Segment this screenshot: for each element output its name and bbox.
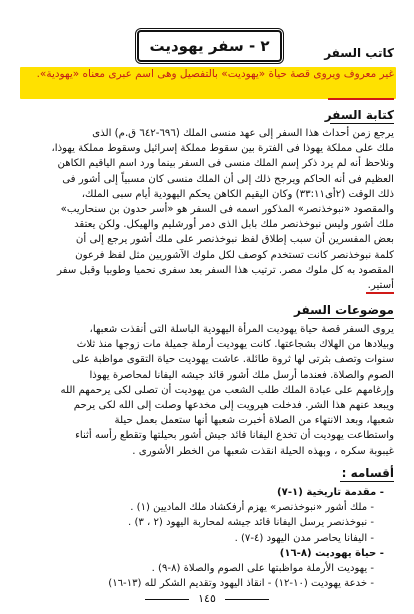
division-section: - مقدمة تاريخية (١-٧) [18, 485, 384, 500]
divisions-heading-underline [340, 481, 394, 482]
topics-line: الصوم والصلاة. فعندما أرسل ملك أشور قائد جيشه اليفانا لمحاصرة يهوذا [89, 369, 394, 381]
division-section: - حياة يهوديت (٨-١٦) [18, 546, 384, 561]
division-item: - اليفانا يحاصر مدن اليهود (٤-٧) . [18, 531, 374, 546]
writing-line: أستير. [367, 280, 394, 292]
topics-line: وإرغامهم على عبادة الملك طلب الشعب من يهوديت أن تصلى لكى يرحمهم الله [60, 384, 394, 396]
writing-line: بعض المفسرين أن سبب إطلاق لفظ نبوخذنصر على ملك أشور يرجع إلى أن [75, 234, 394, 246]
divisions-list [18, 485, 394, 591]
red-underline-2 [366, 292, 394, 294]
topics-line: ويبعد عنهم هذا الشر. فدخلت هيرويت إلى مخدعها وصلت إلى الله لكى يرحم [73, 400, 394, 412]
topics-line: وبيلادها من الهلاك بشجاعتها. كانت يهوديت أرملة جميلة مات زوجها منذ ثلاث [76, 339, 394, 351]
topics-line: شعبها، وبعد الانتهاء من الصلاة أخبرت شعبها أنها ستعمل بعمل حيلة [114, 415, 394, 427]
topics-heading-underline [308, 318, 394, 319]
chapter-title-text: ٢ - سفر يهوديت [149, 37, 270, 55]
writing-line: كلمة نبوخذنصر كانت تستخدم كوصف لكل ملوك الآشوريين مثل لفظ فرعون [75, 249, 394, 261]
topics-line: غيبوبة سكره ، وبهذه الحيلة انقذت شعبها من الخطر الأشورى . [132, 445, 394, 457]
writing-body [18, 126, 394, 293]
division-item: - نبوخذنصر يرسل اليفانا قائد جيشه لمحاربة اليهود (٢ ، ٣) . [18, 515, 374, 530]
writing-line: يرجع زمن أحداث هذا السفر إلى عهد منسى الملك (٦٩٦-٦٤٢ ق.م) الذى [92, 128, 394, 139]
writing-line: ملك على مملكة يهوذا فى الفترة بين سقوط مملكة إسرائيل وسقوط مملكة يهوذا، [51, 143, 394, 155]
writing-line: العظيم فى أنه الحاكم ويرجح ذلك إلى أن الملك منسى كان مسبياً إلى أشور فى [62, 173, 394, 185]
topics-line: سنوات وتصف بثرتى لها ثروة طائلة. عاشت يهوديت حياة التقوى مواظبة على [72, 354, 394, 366]
page-number [0, 592, 414, 605]
writing-line: والمقصود «نبوخذنصر» المذكور اسمه فى السفر هو «أسر حدون بن سنحاريب» [60, 204, 394, 216]
division-item: - يهوديت الأرملة مواظبتها على الصوم والصلاة (٨-٩) . [18, 561, 374, 576]
topics-body [18, 322, 394, 459]
topics-line: يروى السفر قصة حياة يهوديت المرأة اليهودية الباسلة التى أنقذت شعبها، [89, 324, 394, 335]
writing-line: ملك أشور وليس نبوخذنصر ملك بابل الذى دمر أورشليم والهيكل. ولكن يعتقد [74, 219, 394, 231]
divisions-heading: أقسامه : [341, 466, 394, 480]
writer-highlight-text: غير معروف ويروى قصة حياة «يهوديت» بالتفصيل وهى اسم عبرى معناه «يهودية». [36, 68, 394, 80]
topics-line: واستطاعت يهوديت أن تخدع اليفانا قائد جيش أشور بحيلتها وتقطع رأسه أثناء [75, 430, 394, 442]
red-underline-1 [328, 98, 394, 100]
writing-line: المقصود به كل ملوك مصر. ترتيب هذا السفر بعد سفرى نحميا وطوبيا وقبل سفر [57, 264, 394, 276]
writing-line: ونلاحظ أنه لم يرد ذكر إسم الملك منسى فى السفر بينما ورد اسم الياقيم الكاهن [57, 158, 394, 170]
writing-heading-underline [330, 123, 394, 124]
division-item: - خدعة يهوديت (١٠-١٢) - انقاذ اليهود وتقديم الشكر لله (١٣-١٦) [18, 576, 374, 591]
writing-heading: كتابة السفر [324, 108, 394, 122]
writer-heading: كاتب السفر [324, 46, 394, 60]
chapter-title [137, 30, 282, 62]
writing-line: ذلك الوقت (٢أى٣٣:١١) وكان اليقيم الكاهن يحكم اليهودية أيام سبى الملك، [81, 188, 394, 200]
topics-heading: موضوعات السفر [294, 303, 394, 317]
page-number-text: ١٤٥ [198, 592, 216, 605]
division-item: - ملك أشور «نبوخذنصر» يهزم أرفكشاد ملك الماديين (١) . [18, 500, 374, 515]
